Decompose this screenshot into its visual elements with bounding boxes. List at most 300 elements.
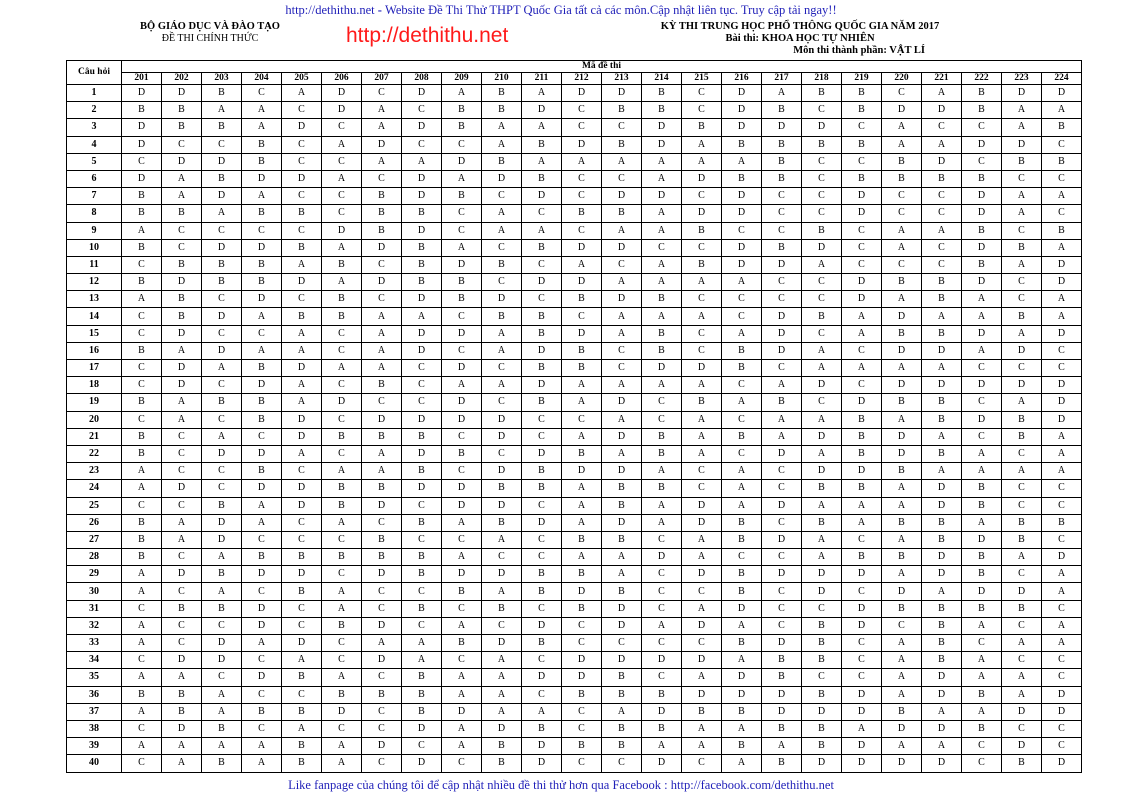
answer-cell: D xyxy=(402,119,442,136)
answer-cell: B xyxy=(842,102,882,119)
answer-cell: B xyxy=(722,583,762,600)
answer-cell: C xyxy=(882,205,922,222)
answer-cell: A xyxy=(482,669,522,686)
answer-cell: B xyxy=(602,205,642,222)
answer-cell: D xyxy=(522,669,562,686)
answer-cell: B xyxy=(802,222,842,239)
answer-cell: B xyxy=(962,600,1002,617)
answer-cell: B xyxy=(122,342,162,359)
answer-cell: D xyxy=(242,377,282,394)
answer-cell: D xyxy=(202,514,242,531)
answer-cell: A xyxy=(802,549,842,566)
answer-cell: D xyxy=(122,170,162,187)
answer-cell: C xyxy=(602,635,642,652)
answer-cell: C xyxy=(802,102,842,119)
answer-cell: D xyxy=(722,600,762,617)
answer-cell: B xyxy=(562,360,602,377)
answer-cell: B xyxy=(482,514,522,531)
answer-cell: C xyxy=(1042,600,1082,617)
answer-cell: C xyxy=(522,652,562,669)
answer-cell: A xyxy=(322,360,362,377)
test-name: Bài thi: KHOA HỌC TỰ NHIÊN xyxy=(725,33,875,44)
answer-cell: C xyxy=(642,531,682,548)
answer-cell: A xyxy=(1042,308,1082,325)
answer-cell: C xyxy=(242,686,282,703)
question-number: 3 xyxy=(67,119,122,136)
answer-cell: C xyxy=(682,635,722,652)
answer-cell: A xyxy=(602,445,642,462)
answer-cell: C xyxy=(962,755,1002,772)
answer-cell: B xyxy=(762,720,802,737)
exam-code-205: 205 xyxy=(282,73,322,85)
answer-cell: D xyxy=(842,738,882,755)
answer-cell: A xyxy=(962,652,1002,669)
answer-cell: C xyxy=(1002,497,1042,514)
answer-key-table xyxy=(66,60,1082,773)
answer-cell: D xyxy=(722,205,762,222)
answer-cell: D xyxy=(602,652,642,669)
answer-cell: A xyxy=(682,720,722,737)
answer-cell: A xyxy=(922,738,962,755)
answer-cell: A xyxy=(322,755,362,772)
answer-cell: C xyxy=(122,755,162,772)
answer-cell: C xyxy=(482,188,522,205)
answer-cell: D xyxy=(522,617,562,634)
answer-cell: D xyxy=(402,188,442,205)
table-row xyxy=(67,308,1082,325)
answer-cell: D xyxy=(802,566,842,583)
question-number: 33 xyxy=(67,635,122,652)
answer-cell: D xyxy=(722,239,762,256)
answer-cell: C xyxy=(842,239,882,256)
answer-cell: D xyxy=(642,703,682,720)
site-link[interactable]: http://dethithu.net xyxy=(346,24,509,47)
answer-cell: D xyxy=(682,566,722,583)
answer-cell: D xyxy=(402,720,442,737)
answer-cell: B xyxy=(802,85,842,102)
answer-cell: A xyxy=(882,480,922,497)
answer-cell: B xyxy=(602,102,642,119)
answer-cell: B xyxy=(602,136,642,153)
answer-cell: B xyxy=(562,291,602,308)
answer-cell: C xyxy=(602,170,642,187)
answer-cell: C xyxy=(1002,274,1042,291)
answer-cell: C xyxy=(922,119,962,136)
answer-cell: B xyxy=(202,274,242,291)
answer-cell: A xyxy=(322,136,362,153)
answer-cell: B xyxy=(802,514,842,531)
answer-cell: C xyxy=(762,583,802,600)
answer-cell: D xyxy=(162,480,202,497)
answer-cell: B xyxy=(922,652,962,669)
answer-cell: C xyxy=(322,445,362,462)
answer-cell: C xyxy=(1042,480,1082,497)
answer-cell: B xyxy=(882,514,922,531)
answer-cell: C xyxy=(842,652,882,669)
answer-cell: B xyxy=(562,445,602,462)
answer-cell: A xyxy=(682,274,722,291)
answer-cell: D xyxy=(522,514,562,531)
answer-cell: A xyxy=(162,531,202,548)
answer-cell: D xyxy=(642,188,682,205)
answer-cell: A xyxy=(922,308,962,325)
exam-code-215: 215 xyxy=(682,73,722,85)
answer-cell: B xyxy=(282,703,322,720)
exam-code-202: 202 xyxy=(162,73,202,85)
answer-cell: D xyxy=(162,360,202,377)
answer-cell: A xyxy=(762,428,802,445)
answer-cell: B xyxy=(962,497,1002,514)
answer-cell: D xyxy=(362,497,402,514)
answer-cell: B xyxy=(1002,153,1042,170)
answer-cell: D xyxy=(842,600,882,617)
answer-cell: D xyxy=(522,445,562,462)
question-number: 17 xyxy=(67,360,122,377)
answer-cell: C xyxy=(442,531,482,548)
answer-cell: B xyxy=(762,669,802,686)
answer-cell: C xyxy=(442,205,482,222)
answer-cell: B xyxy=(602,531,642,548)
answer-cell: A xyxy=(1042,635,1082,652)
table-row xyxy=(67,394,1082,411)
question-number: 37 xyxy=(67,703,122,720)
answer-cell: A xyxy=(802,342,842,359)
answer-cell: C xyxy=(362,755,402,772)
answer-cell: A xyxy=(362,102,402,119)
answer-cell: B xyxy=(202,394,242,411)
answer-cell: C xyxy=(322,119,362,136)
answer-cell: B xyxy=(242,463,282,480)
answer-cell: C xyxy=(322,720,362,737)
exam-code-222: 222 xyxy=(962,73,1002,85)
answer-cell: C xyxy=(322,325,362,342)
answer-cell: D xyxy=(402,222,442,239)
question-number: 40 xyxy=(67,755,122,772)
table-row xyxy=(67,497,1082,514)
answer-cell: B xyxy=(522,635,562,652)
exam-code-224: 224 xyxy=(1042,73,1082,85)
answer-cell: A xyxy=(122,703,162,720)
answer-cell: D xyxy=(922,497,962,514)
answer-cell: C xyxy=(442,222,482,239)
answer-cell: C xyxy=(602,755,642,772)
answer-cell: B xyxy=(322,497,362,514)
answer-cell: C xyxy=(322,531,362,548)
answer-cell: D xyxy=(922,755,962,772)
answer-cell: A xyxy=(242,308,282,325)
answer-cell: D xyxy=(562,136,602,153)
answer-cell: C xyxy=(362,170,402,187)
answer-cell: A xyxy=(642,153,682,170)
question-number: 28 xyxy=(67,549,122,566)
answer-cell: A xyxy=(522,119,562,136)
answer-cell: A xyxy=(242,738,282,755)
answer-cell: B xyxy=(242,274,282,291)
answer-cell: D xyxy=(962,205,1002,222)
answer-cell: B xyxy=(362,222,402,239)
answer-cell: A xyxy=(722,274,762,291)
answer-cell: C xyxy=(522,549,562,566)
answer-cell: A xyxy=(162,755,202,772)
answer-cell: C xyxy=(402,617,442,634)
footer-banner[interactable]: Like fanpage của chúng tôi để cập nhật nhiều đề thi thử hơn qua Facebook : http://facebook.com/dethithu.net xyxy=(288,778,834,792)
answer-cell: A xyxy=(362,308,402,325)
answer-cell: C xyxy=(522,428,562,445)
answer-cell: B xyxy=(762,136,802,153)
answer-cell: B xyxy=(602,738,642,755)
answer-cell: B xyxy=(402,205,442,222)
answer-cell: D xyxy=(722,85,762,102)
answer-cell: C xyxy=(322,377,362,394)
answer-cell: A xyxy=(1002,119,1042,136)
answer-cell: B xyxy=(642,325,682,342)
answer-cell: D xyxy=(562,85,602,102)
answer-cell: B xyxy=(682,256,722,273)
answer-cell: A xyxy=(322,463,362,480)
answer-cell: C xyxy=(602,360,642,377)
answer-cell: A xyxy=(162,188,202,205)
answer-cell: D xyxy=(442,325,482,342)
answer-cell: A xyxy=(922,703,962,720)
answer-cell: C xyxy=(442,308,482,325)
answer-cell: A xyxy=(442,514,482,531)
answer-cell: D xyxy=(362,617,402,634)
answer-cell: B xyxy=(482,308,522,325)
answer-cell: D xyxy=(842,703,882,720)
answer-cell: A xyxy=(242,342,282,359)
answer-cell: D xyxy=(842,274,882,291)
question-number: 21 xyxy=(67,428,122,445)
table-row xyxy=(67,102,1082,119)
answer-cell: A xyxy=(682,136,722,153)
table-row xyxy=(67,583,1082,600)
answer-cell: A xyxy=(642,274,682,291)
answer-cell: C xyxy=(802,291,842,308)
answer-cell: A xyxy=(122,617,162,634)
answer-cell: B xyxy=(482,600,522,617)
answer-cell: A xyxy=(882,360,922,377)
answer-cell: B xyxy=(322,291,362,308)
answer-cell: D xyxy=(562,669,602,686)
answer-cell: A xyxy=(442,669,482,686)
answer-cell: A xyxy=(122,583,162,600)
answer-cell: B xyxy=(162,102,202,119)
answer-cell: B xyxy=(282,239,322,256)
answer-cell: B xyxy=(482,256,522,273)
answer-cell: B xyxy=(402,669,442,686)
answer-cell: D xyxy=(362,239,402,256)
answer-cell: A xyxy=(362,119,402,136)
answer-cell: A xyxy=(962,617,1002,634)
answer-cell: A xyxy=(842,720,882,737)
answer-cell: A xyxy=(322,170,362,187)
answer-cell: A xyxy=(482,119,522,136)
answer-cell: C xyxy=(1002,445,1042,462)
answer-cell: B xyxy=(282,738,322,755)
answer-cell: C xyxy=(242,531,282,548)
answer-cell: B xyxy=(642,342,682,359)
answer-cell: A xyxy=(442,686,482,703)
answer-cell: C xyxy=(402,531,442,548)
question-number: 27 xyxy=(67,531,122,548)
answer-cell: C xyxy=(522,205,562,222)
answer-cell: D xyxy=(362,566,402,583)
answer-cell: A xyxy=(922,360,962,377)
answer-cell: B xyxy=(802,652,842,669)
answer-cell: B xyxy=(362,686,402,703)
answer-cell: D xyxy=(282,497,322,514)
answer-cell: B xyxy=(402,600,442,617)
answer-cell: A xyxy=(642,308,682,325)
banner-site-link[interactable]: http://dethithu.net xyxy=(285,3,375,17)
answer-cell: B xyxy=(242,136,282,153)
exam-code-209: 209 xyxy=(442,73,482,85)
answer-cell: C xyxy=(282,531,322,548)
answer-cell: D xyxy=(482,463,522,480)
answer-cell: B xyxy=(402,703,442,720)
answer-cell: A xyxy=(482,531,522,548)
answer-cell: D xyxy=(242,445,282,462)
answer-cell: A xyxy=(482,325,522,342)
answer-cell: C xyxy=(922,239,962,256)
answer-cell: B xyxy=(482,85,522,102)
answer-cell: B xyxy=(802,308,842,325)
answer-cell: B xyxy=(282,205,322,222)
answer-cell: A xyxy=(482,652,522,669)
answer-cell: C xyxy=(162,617,202,634)
answer-cell: D xyxy=(682,617,722,634)
answer-cell: C xyxy=(402,394,442,411)
answer-cell: B xyxy=(242,703,282,720)
question-number: 22 xyxy=(67,445,122,462)
answer-cell: A xyxy=(322,239,362,256)
answer-cell: D xyxy=(242,669,282,686)
answer-cell: B xyxy=(882,549,922,566)
answer-cell: B xyxy=(922,635,962,652)
answer-cell: A xyxy=(722,497,762,514)
answer-cell: D xyxy=(442,394,482,411)
answer-cell: D xyxy=(962,136,1002,153)
answer-cell: B xyxy=(402,514,442,531)
answer-cell: B xyxy=(722,136,762,153)
answer-cell: D xyxy=(602,514,642,531)
question-number: 26 xyxy=(67,514,122,531)
answer-cell: D xyxy=(242,617,282,634)
answer-cell: A xyxy=(682,377,722,394)
question-number: 6 xyxy=(67,170,122,187)
answer-cell: D xyxy=(522,102,562,119)
answer-cell: B xyxy=(522,360,562,377)
answer-cell: D xyxy=(882,720,922,737)
answer-cell: B xyxy=(1042,153,1082,170)
answer-cell: A xyxy=(722,480,762,497)
answer-cell: C xyxy=(1002,720,1042,737)
answer-cell: A xyxy=(1002,635,1042,652)
answer-cell: A xyxy=(162,342,202,359)
answer-cell: D xyxy=(602,239,642,256)
answer-cell: D xyxy=(962,325,1002,342)
answer-cell: A xyxy=(562,480,602,497)
answer-cell: D xyxy=(482,497,522,514)
answer-cell: B xyxy=(802,480,842,497)
answer-cell: A xyxy=(122,480,162,497)
answer-cell: C xyxy=(562,308,602,325)
answer-cell: A xyxy=(1002,325,1042,342)
answer-cell: D xyxy=(322,85,362,102)
answer-cell: C xyxy=(762,617,802,634)
answer-cell: B xyxy=(442,274,482,291)
table-row xyxy=(67,153,1082,170)
answer-cell: D xyxy=(562,652,602,669)
answer-cell: B xyxy=(202,566,242,583)
answer-cell: A xyxy=(562,394,602,411)
answer-cell: A xyxy=(362,463,402,480)
answer-cell: C xyxy=(322,188,362,205)
answer-cell: C xyxy=(682,342,722,359)
answer-cell: C xyxy=(442,342,482,359)
answer-cell: D xyxy=(122,85,162,102)
answer-cell: A xyxy=(1002,669,1042,686)
answer-cell: B xyxy=(402,549,442,566)
answer-cell: B xyxy=(322,256,362,273)
answer-cell: C xyxy=(562,617,602,634)
answer-cell: B xyxy=(562,342,602,359)
answer-cell: B xyxy=(922,291,962,308)
answer-cell: B xyxy=(162,600,202,617)
answer-cell: A xyxy=(802,360,842,377)
answer-cell: B xyxy=(122,394,162,411)
top-banner xyxy=(0,3,1122,18)
table-row xyxy=(67,738,1082,755)
answer-cell: C xyxy=(802,153,842,170)
answer-cell: A xyxy=(1042,291,1082,308)
table-row xyxy=(67,360,1082,377)
table-row xyxy=(67,256,1082,273)
ministry-name: BỘ GIÁO DỤC VÀ ĐÀO TẠO xyxy=(140,21,280,32)
answer-cell: B xyxy=(1042,119,1082,136)
answer-cell: D xyxy=(442,703,482,720)
answer-cell: D xyxy=(682,497,722,514)
answer-cell: D xyxy=(922,686,962,703)
answer-cell: B xyxy=(402,463,442,480)
answer-cell: B xyxy=(642,480,682,497)
answer-cell: D xyxy=(802,239,842,256)
answer-cell: B xyxy=(522,394,562,411)
answer-cell: D xyxy=(482,566,522,583)
answer-cell: C xyxy=(1042,205,1082,222)
answer-cell: A xyxy=(202,703,242,720)
answer-cell: B xyxy=(522,239,562,256)
answer-cell: D xyxy=(442,497,482,514)
answer-cell: B xyxy=(762,153,802,170)
answer-cell: A xyxy=(602,325,642,342)
answer-cell: C xyxy=(322,205,362,222)
answer-cell: D xyxy=(682,205,722,222)
answer-cell: B xyxy=(562,205,602,222)
table-row xyxy=(67,411,1082,428)
answer-cell: D xyxy=(202,652,242,669)
answer-cell: B xyxy=(122,428,162,445)
answer-cell: C xyxy=(442,652,482,669)
answer-cell: D xyxy=(242,239,282,256)
table-row xyxy=(67,119,1082,136)
answer-cell: C xyxy=(202,411,242,428)
table-row xyxy=(67,428,1082,445)
answer-cell: A xyxy=(722,755,762,772)
answer-cell: D xyxy=(162,377,202,394)
answer-cell: C xyxy=(402,377,442,394)
answer-cell: A xyxy=(362,445,402,462)
